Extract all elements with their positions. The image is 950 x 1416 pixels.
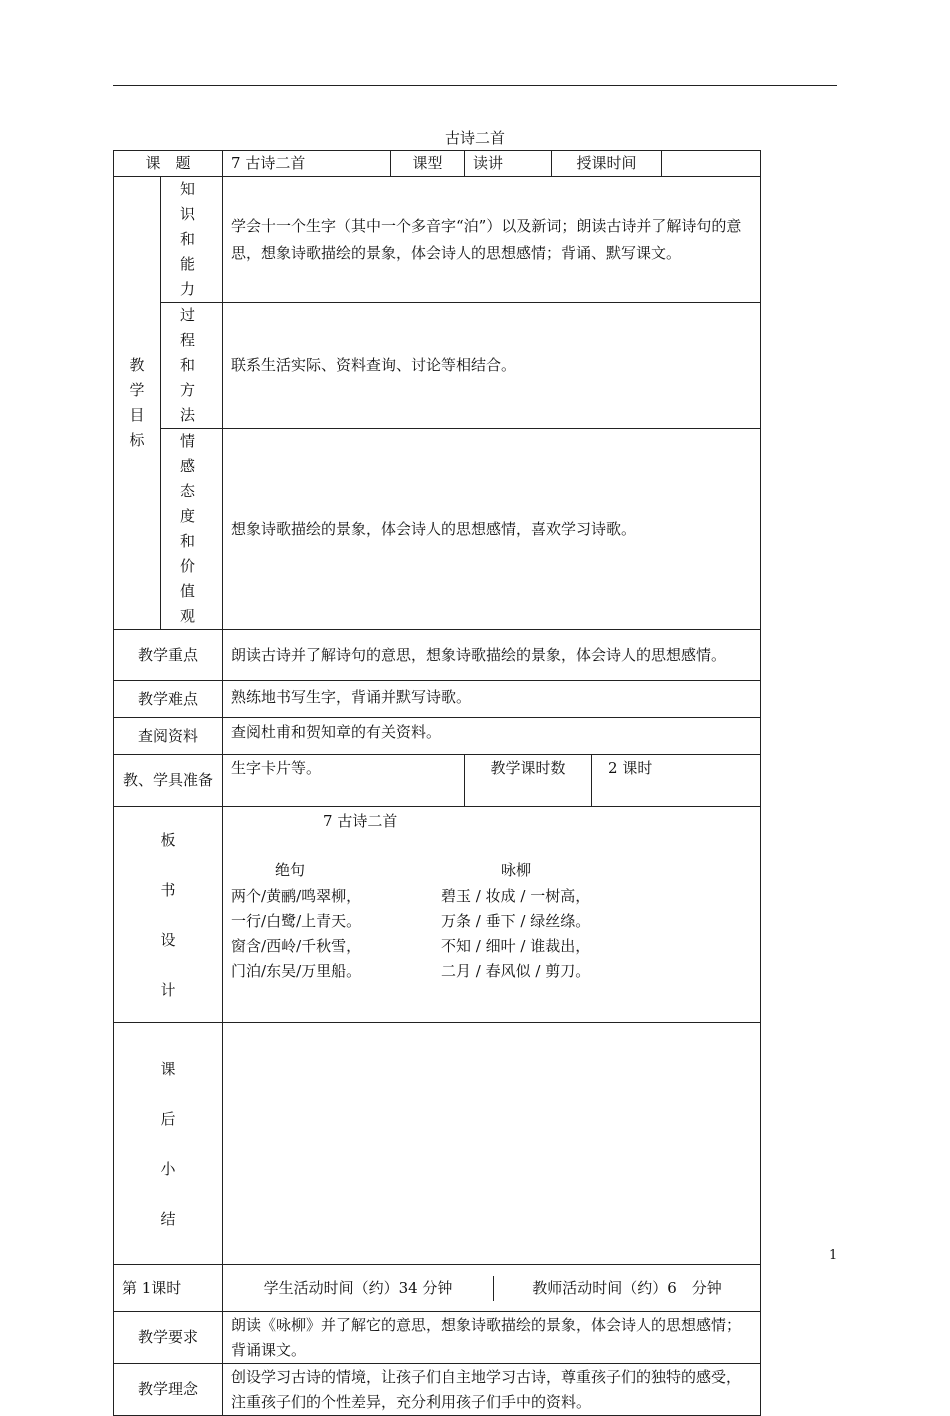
header-rule [113, 85, 837, 86]
board-title: 7 古诗二首 [323, 812, 398, 830]
philosophy-text: 创设学习古诗的情境，让孩子们自主地学习古诗，尊重孩子们的独特的感受，注重孩子们的个性差异，充分利用孩子们手中的资料。 [223, 1364, 761, 1416]
time-label: 授课时间 [552, 151, 662, 177]
student-activity-time: 学生活动时间（约）34 分钟 [223, 1276, 494, 1301]
poem1-line: 窗含/西岭/千秋雪， [231, 937, 362, 955]
teacher-activity-time: 教师活动时间（约）6 分钟 [532, 1278, 722, 1297]
requirement-text: 朗读《咏柳》并了解它的意思，想象诗歌描绘的景象，体会诗人的思想感情；背诵课文。 [223, 1312, 761, 1364]
board-row [114, 807, 761, 1023]
objectives-group-label: 教 学 目 标 [114, 177, 161, 630]
summary-label: 课 后 小 结 [114, 1023, 223, 1265]
page-number: 1 [829, 1248, 838, 1263]
hours-value: 2 课时 [592, 755, 761, 807]
objective-label-process: 过 程 和 方 法 [161, 303, 223, 429]
poem2-line: 碧玉 / 妆成 / 一树高， [441, 887, 591, 905]
objective-label-knowledge: 知 识 和 能 力 [161, 177, 223, 303]
lesson-plan-table [113, 150, 761, 1416]
difficulty-label: 教学难点 [114, 681, 223, 718]
objective-text-emotion: 想象诗歌描绘的景象，体会诗人的思想感情，喜欢学习诗歌。 [223, 429, 761, 630]
difficulty-text: 熟练地书写生字，背诵并默写诗歌。 [223, 681, 761, 718]
key-point-row [114, 630, 761, 681]
objective-text-knowledge: 学会十一个生字（其中一个多音字“泊”）以及新词；朗读古诗并了解诗句的意思，想象诗歌描绘的景象，体会诗人的思想感情；背诵、默写课文。 [223, 177, 761, 303]
objective-text-process: 联系生活实际、资料查询、讨论等相结合。 [223, 303, 761, 429]
tools-text: 生字卡片等。 [223, 755, 465, 807]
objective-row-emotion [114, 429, 761, 630]
poem2-title: 咏柳 [501, 861, 532, 879]
summary-row [114, 1023, 761, 1265]
poem1-line: 一行/白鹭/上青天。 [231, 912, 362, 930]
materials-label: 查阅资料 [114, 718, 223, 755]
title-label: 课 题 [114, 151, 223, 177]
key-point-label: 教学重点 [114, 630, 223, 681]
key-point-text: 朗读古诗并了解诗句的意思，想象诗歌描绘的景象，体会诗人的思想感情。 [223, 630, 761, 681]
poem2-line: 二月 / 春风似 / 剪刀。 [441, 962, 591, 980]
time-value [662, 151, 761, 177]
board-design [223, 807, 761, 1023]
document-title: 古诗二首 [444, 129, 505, 147]
hours-label: 教学课时数 [465, 755, 592, 807]
type-value: 读讲 [465, 151, 552, 177]
poem1-title: 绝句 [275, 861, 306, 879]
header-row [114, 151, 761, 177]
tools-row [114, 755, 761, 807]
poem1-line: 两个/黄鹂/鸣翠柳， [231, 887, 362, 905]
lesson1-label: 第 1课时 [114, 1265, 223, 1312]
materials-row [114, 718, 761, 755]
requirement-row [114, 1312, 761, 1364]
requirement-label: 教学要求 [114, 1312, 223, 1364]
difficulty-row [114, 681, 761, 718]
lesson1-row [114, 1265, 761, 1312]
tools-label: 教、学具准备 [114, 755, 223, 807]
type-label: 课型 [391, 151, 465, 177]
poem2-line: 万条 / 垂下 / 绿丝绦。 [441, 912, 591, 930]
materials-text: 查阅杜甫和贺知章的有关资料。 [223, 718, 761, 755]
philosophy-row [114, 1364, 761, 1416]
objective-row-process [114, 303, 761, 429]
title-value: 7 古诗二首 [223, 151, 391, 177]
objective-label-emotion: 情 感 态 度 和 价 值观 [161, 429, 223, 630]
poem1-line: 门泊/东吴/万里船。 [231, 962, 362, 980]
poem2-line: 不知 / 细叶 / 谁裁出， [441, 937, 591, 955]
objective-row-knowledge [114, 177, 761, 303]
board-label: 板 书 设 计 [114, 807, 223, 1023]
philosophy-label: 教学理念 [114, 1364, 223, 1416]
summary-text [223, 1023, 761, 1265]
